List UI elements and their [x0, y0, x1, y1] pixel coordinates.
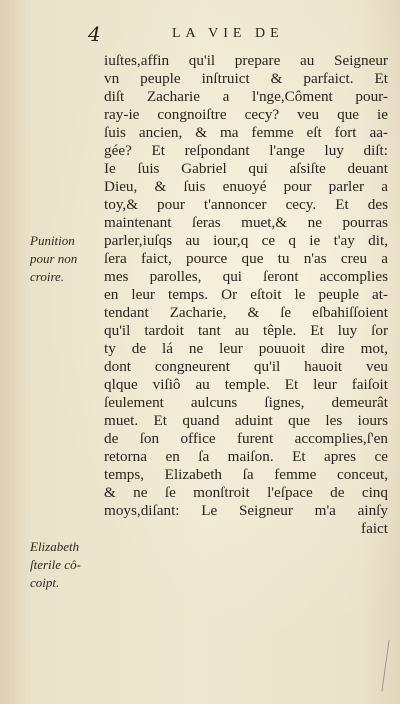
text-line: Ie ſuis Gabriel qui aſsiſte deuant — [104, 160, 388, 177]
text-line: qlque viſiô au temple. Et leur faiſoit — [104, 376, 388, 393]
text-line: & ne ſe monſtroit l'eſpace de cinq — [104, 484, 388, 501]
text-line: ſeulement aulcuns ſignes, demeurât — [104, 394, 388, 411]
text-line: toy,& pour t'annoncer cecy. Et des — [104, 196, 388, 213]
side-note-elizabeth — [30, 538, 102, 592]
text-line: faict — [361, 520, 388, 537]
text-line: mes parolles, qui ſeront accomplies — [104, 268, 388, 285]
text-line: muet. Et quand aduint que les iours — [104, 412, 388, 429]
text-line: diſt Zacharie a l'nge,Côment pour- — [104, 88, 388, 105]
text-line: iuſtes,affin qu'il prepare au Seigneur — [104, 52, 388, 69]
side-note-line: pour non — [30, 251, 78, 266]
page-header — [88, 22, 388, 44]
body-text — [104, 52, 388, 538]
text-line: ty de lá ne leur pouuoit dire mot, — [104, 340, 388, 357]
text-line: maintenant ſeras muet,& ne pourras — [104, 214, 388, 231]
running-head: LA VIE DE — [172, 26, 284, 41]
text-line: vn peuple inſtruict & parfaict. Et — [104, 70, 388, 87]
page-number: 4 — [88, 22, 101, 46]
margin-mark — [381, 640, 395, 692]
text-line: tendant Zacharie, & ſe eſbahiſſoient — [104, 304, 388, 321]
text-line: en leur temps. Or eſtoit le peuple at- — [104, 286, 388, 303]
text-line: ſuis ancien, & ma femme eſt fort aa- — [104, 124, 388, 141]
side-note-line: ſterile cô- — [30, 557, 81, 572]
text-line: qu'il tardoit tant au têple. Et luy ſor — [104, 322, 388, 339]
text-line: de ſon office furent accomplies,ſ'en — [104, 430, 388, 447]
text-line: temps, Elizabeth ſa femme conceut, — [104, 466, 388, 483]
side-note-line: Punition — [30, 233, 75, 248]
side-note-line: croire. — [30, 269, 65, 284]
text-line: ſera faict, pource que tu n'as creu a — [104, 250, 388, 267]
side-note-punition — [30, 232, 102, 286]
text-line: dont congneurent qu'il hauoit veu — [104, 358, 388, 375]
side-note-line: coipt. — [30, 575, 60, 590]
text-line: Dieu, & ſuis enuoyé pour parler a — [104, 178, 388, 195]
text-line: retorna en ſa maiſon. Et apres ce — [104, 448, 388, 465]
text-line: parler,iuſqs au iour,q ce q ie t'ay dit, — [104, 232, 388, 249]
text-line: moys,diſant: Le Seigneur m'a ainſy — [104, 502, 388, 519]
text-line: gée? Et reſpondant l'ange luy diſt: — [104, 142, 388, 159]
side-note-line: Elizabeth — [30, 539, 80, 554]
text-line: ray-ie congnoiſtre cecy? veu que ie — [104, 106, 388, 123]
